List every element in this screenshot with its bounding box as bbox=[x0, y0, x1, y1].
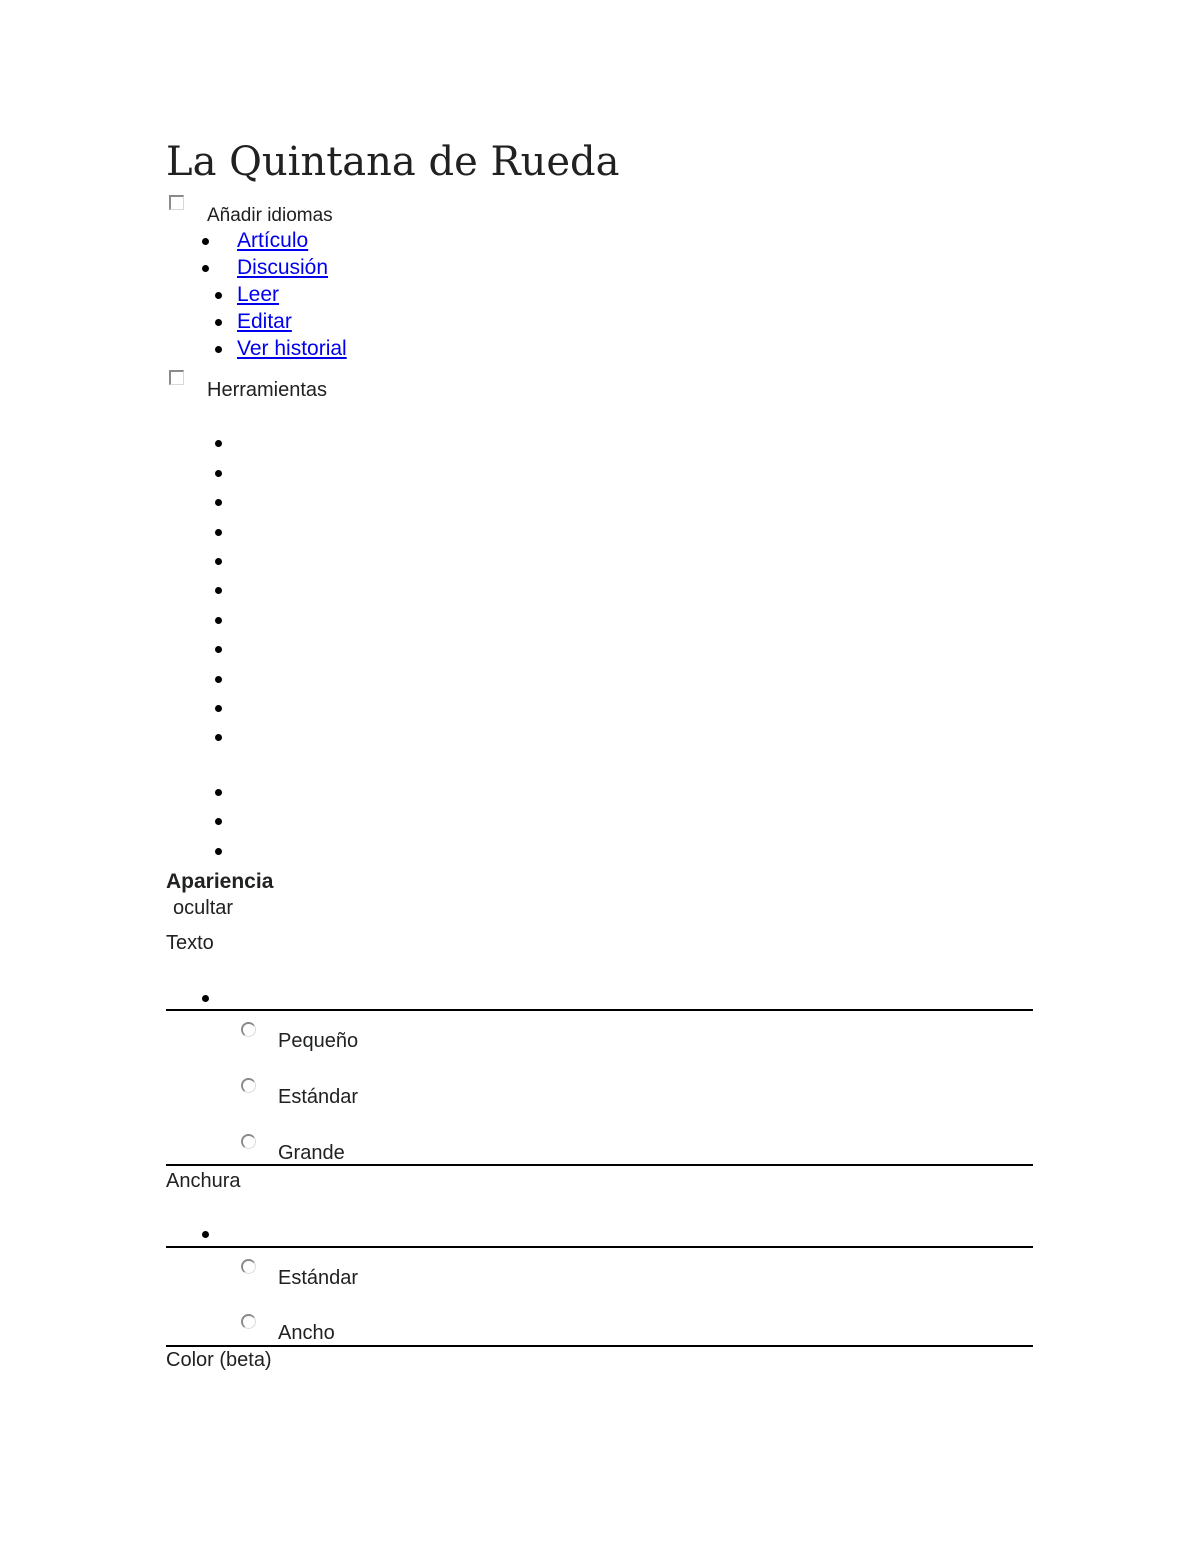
text-size-large-label[interactable]: Grande bbox=[278, 1142, 345, 1164]
nav-link-discussion[interactable]: Discusión bbox=[237, 256, 329, 279]
width-label: Anchura bbox=[166, 1170, 241, 1192]
tools-list-bullet-icon bbox=[215, 558, 222, 565]
text-size-divider-bottom bbox=[166, 1164, 1033, 1166]
tools-list-bullet-icon bbox=[215, 470, 222, 477]
tools-list-bullet-icon bbox=[215, 789, 222, 796]
languages-toggle-checkbox[interactable] bbox=[169, 195, 184, 210]
tools-list-bullet-icon bbox=[215, 676, 222, 683]
width-standard-label[interactable]: Estándar bbox=[278, 1267, 359, 1289]
nav-link-history[interactable]: Ver historial bbox=[237, 337, 347, 360]
tools-toggle-checkbox[interactable] bbox=[169, 370, 184, 385]
text-size-standard-label[interactable]: Estándar bbox=[278, 1086, 359, 1108]
width-wide-radio[interactable] bbox=[241, 1314, 256, 1329]
width-divider bbox=[166, 1246, 1033, 1248]
tools-list-bullet-icon bbox=[215, 646, 222, 653]
tools-list-bullet-icon bbox=[215, 587, 222, 594]
text-size-standard-radio[interactable] bbox=[241, 1078, 256, 1093]
text-size-divider bbox=[166, 1009, 1033, 1011]
nav-bullet-icon bbox=[215, 319, 222, 326]
nav-link-read[interactable]: Leer bbox=[237, 283, 280, 306]
tools-list-bullet-icon bbox=[215, 440, 222, 447]
nav-bullet-icon bbox=[202, 265, 209, 272]
appearance-hide-button[interactable]: ocultar bbox=[173, 897, 234, 919]
tools-list-bullet-icon bbox=[215, 848, 222, 855]
nav-bullet-icon bbox=[202, 238, 209, 245]
width-wide-label[interactable]: Ancho bbox=[278, 1322, 335, 1344]
tools-list-bullet-icon bbox=[215, 499, 222, 506]
width-standard-radio[interactable] bbox=[241, 1259, 256, 1274]
text-size-small-label[interactable]: Pequeño bbox=[278, 1030, 359, 1052]
nav-link-edit[interactable]: Editar bbox=[237, 310, 292, 333]
text-size-bullet-icon bbox=[202, 995, 209, 1002]
text-size-large-radio[interactable] bbox=[241, 1134, 256, 1149]
appearance-heading: Apariencia bbox=[166, 870, 274, 893]
add-languages-label[interactable]: Añadir idiomas bbox=[207, 205, 333, 226]
text-size-small-radio[interactable] bbox=[241, 1022, 256, 1037]
nav-bullet-icon bbox=[215, 292, 222, 299]
nav-bullet-icon bbox=[215, 346, 222, 353]
color-label: Color (beta) bbox=[166, 1349, 272, 1371]
tools-list-bullet-icon bbox=[215, 705, 222, 712]
text-size-label: Texto bbox=[166, 932, 214, 954]
width-divider-bottom bbox=[166, 1345, 1033, 1347]
tools-list-bullet-icon bbox=[215, 617, 222, 624]
page-title: La Quintana de Rueda bbox=[166, 139, 620, 185]
tools-label[interactable]: Herramientas bbox=[207, 379, 328, 401]
width-bullet-icon bbox=[202, 1231, 209, 1238]
tools-list-bullet-icon bbox=[215, 734, 222, 741]
nav-link-article[interactable]: Artículo bbox=[237, 229, 309, 252]
tools-list-bullet-icon bbox=[215, 818, 222, 825]
tools-list-bullet-icon bbox=[215, 529, 222, 536]
